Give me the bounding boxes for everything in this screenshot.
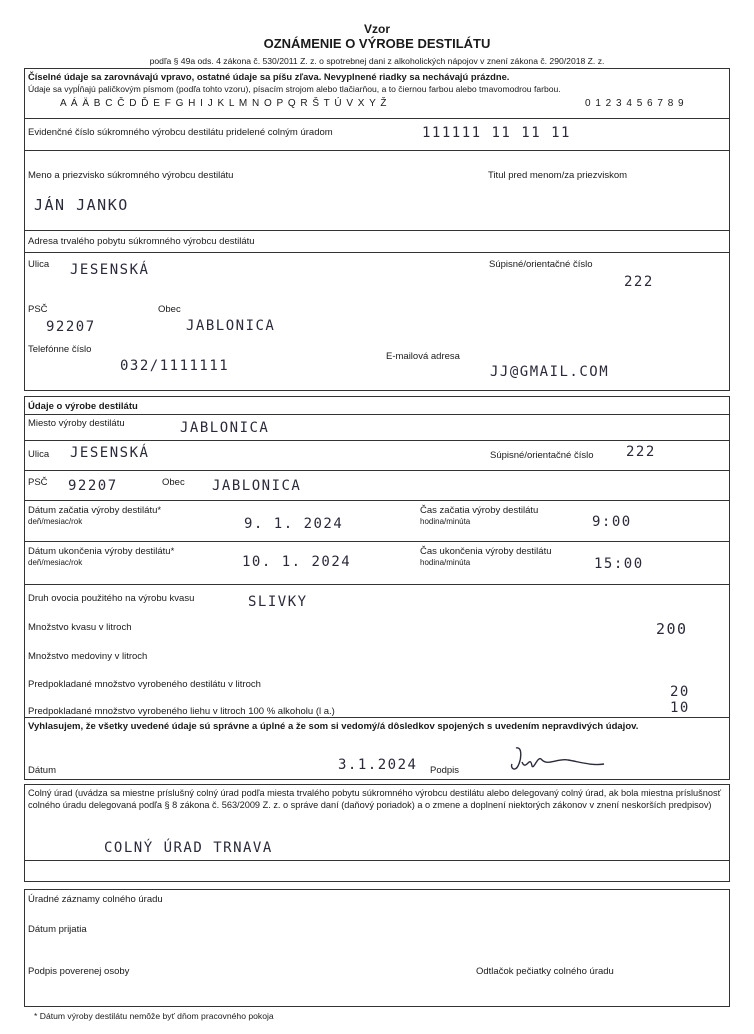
start-time-sub: hodina/minúta [420,517,471,526]
stamp-label: Odtlačok pečiatky colného úradu [476,966,614,977]
customs-value[interactable]: COLNÝ ÚRAD TRNAVA [104,840,273,856]
official-signature-label: Podpis poverenej osoby [28,966,130,977]
records-label: Úradné záznamy colného úradu [28,894,163,905]
prod-number-label: Súpisné/orientačné číslo [490,450,594,461]
evid-value[interactable]: 111111 11 11 11 [422,125,571,141]
email-label: E-mailová adresa [386,351,460,362]
form-title: OZNÁMENIE O VÝROBE DESTILÁTU [263,36,491,51]
divider [24,584,730,585]
customs-text: Colný úrad (uvádza sa miestne príslušný colný úrad podľa miesta trvalého pobytu súkromného výrobcu destilátu alebo delegovaný colný úrad, ak bola miestna príslušnosť colného úradu delegovaná podľa § 8 zákona č. 563/2009 Z. z. o správe daní (daňový poriadok) a o zmene a doplnení niektorých zákonov v znení neskorších predpisov) [28,788,722,811]
name-value[interactable]: JÁN JANKO [34,196,129,214]
email-value[interactable]: JJ@GMAIL.COM [490,364,610,380]
divider [24,118,730,119]
instructions-line2: Údaje sa vypĺňajú paličkovým písmom (podľa tohto vzoru), písacím strojom alebo tlačiarňou, a to čiernou farbou alebo tmavomodrou farbou. [28,84,561,94]
end-date-sub: deň/mesiac/rok [28,558,83,567]
start-date-value[interactable]: 9. 1. 2024 [244,516,344,532]
psc-label: PSČ [28,304,48,315]
official-records-section [24,889,730,1007]
name-label: Meno a priezvisko súkromného výrobcu destilátu [28,170,234,181]
start-date-sub: deň/mesiac/rok [28,517,83,526]
start-time-value[interactable]: 9:00 [592,514,632,530]
place-value[interactable]: JABLONICA [180,420,270,436]
divider [24,150,730,151]
prod-city-label: Obec [162,477,185,488]
divider [24,860,730,861]
street-label: Ulica [28,259,50,270]
number-value[interactable]: 222 [624,274,654,290]
declaration-text: Vyhlasujem, že všetky uvedené údaje sú správne a úplné a že som si vedomý/á dôsledkov spojených s uvedením nepravdivých údajov. [28,721,639,732]
end-date-value[interactable]: 10. 1. 2024 [242,554,352,570]
prod-psc-label: PSČ [28,477,48,488]
expected-label: Predpokladané množstvo vyrobeného destilátu v litroch [28,679,261,690]
divider [24,470,730,471]
mead-label: Množstvo medoviny v litroch [28,651,148,662]
start-time-label: Čas začatia výroby destilátu [420,505,539,516]
production-section-label: Údaje o výrobe destilátu [28,401,138,412]
phone-label: Telefónne číslo [28,344,92,355]
divider [24,541,730,542]
divider [24,717,730,718]
divider [24,230,730,231]
street-value[interactable]: JESENSKÁ [70,262,150,278]
footnote: * Dátum výroby destilátu nemôže byť dňom pracovného pokoja [34,1011,274,1021]
end-time-label: Čas ukončenia výroby destilátu [420,546,552,557]
start-date-label: Dátum začatia výroby destilátu* [28,505,162,516]
prod-street-label: Ulica [28,449,50,460]
divider [24,252,730,253]
form-vzor: Vzor [363,22,390,36]
city-label: Obec [158,304,181,315]
alcohol-value[interactable]: 10 [670,700,690,716]
city-value[interactable]: JABLONICA [186,318,276,334]
handwritten-signature-icon [508,744,608,778]
declaration-date-label: Dátum [28,765,56,776]
mash-label: Množstvo kvasu v litroch [28,622,132,633]
fruit-label: Druh ovocia použitého na výrobu kvasu [28,593,195,604]
alcohol-label: Predpokladané množstvo vyrobeného liehu v litroch 100 % alkoholu (l a.) [28,706,335,717]
place-label: Miesto výroby destilátu [28,418,125,429]
form-legal-basis: podľa § 49a ods. 4 zákona č. 530/2011 Z. z. o spotrebnej dani z alkoholických nápojov v znení zákona č. 290/2018 Z. z. [149,56,605,66]
phone-value[interactable]: 032/1111111 [120,358,230,374]
prod-city-value[interactable]: JABLONICA [212,478,302,494]
title-label: Titul pred menom/za priezviskom [488,170,628,181]
evid-label: Evidenčné číslo súkromného výrobcu destilátu pridelené colným úradom [28,127,333,138]
address-label: Adresa trvalého pobytu súkromného výrobcu destilátu [28,236,255,247]
end-time-value[interactable]: 15:00 [594,556,644,572]
declaration-signature-label: Podpis [430,765,460,776]
end-time-sub: hodina/minúta [420,558,471,567]
mash-value[interactable]: 200 [656,620,688,638]
divider [24,440,730,441]
prod-street-value[interactable]: JESENSKÁ [70,445,150,461]
sample-letters: A Á Ä B C Č D Ď E F G H I J K L M N O P Q R Š T Ú V X Y Ž [60,98,388,109]
received-label: Dátum prijatia [28,924,87,935]
declaration-date-value[interactable]: 3.1.2024 [338,757,418,773]
divider [24,414,730,415]
expected-value[interactable]: 20 [670,684,690,700]
prod-number-value[interactable]: 222 [626,444,656,460]
divider [24,500,730,501]
instructions-line1: Číselné údaje sa zarovnávajú vpravo, ostatné údaje sa píšu zľava. Nevyplnené riadky sa nechávajú prázdne. [28,71,510,82]
end-date-label: Dátum ukončenia výroby destilátu* [28,546,175,557]
fruit-value[interactable]: SLIVKY [248,594,308,610]
sample-digits: 0 1 2 3 4 5 6 7 8 9 [585,98,685,109]
prod-psc-value[interactable]: 92207 [68,478,118,494]
number-label: Súpisné/orientačné číslo [489,259,593,270]
psc-value[interactable]: 92207 [46,319,96,335]
